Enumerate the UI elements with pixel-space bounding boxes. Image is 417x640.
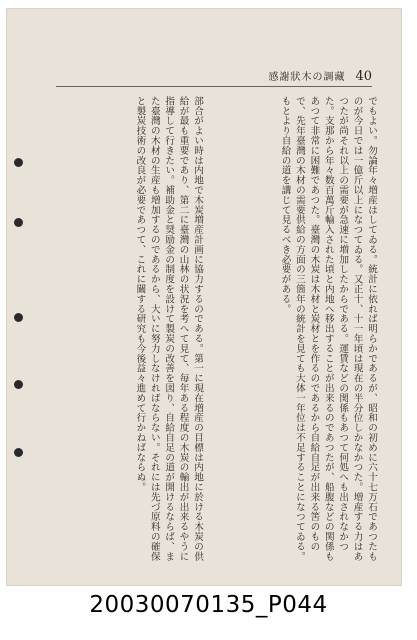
- page-number: 40: [355, 69, 372, 84]
- text-column-left: 部合がよい時は内地で木炭増産計画に協力するのである。第一に現在増産の目標は内地に於ける木炭の供給が最も重要であり、第二に臺灣の山林の状況を考へて見て、毎年ある程度の木炭の輸出が出来るやうに指導して行きたい。補助金と奨励金の制度を設けて製炭の改善を図り、自給自足の道が開けるならば、また臺灣の木材の生産も増加するのであるから、大いに努力しなければならない。それには先づ原料の確保と製炭技術の改良が必要であつて、これに關する研究も今後益々進めて行かねばならぬ。: [134, 96, 203, 562]
- binding-hole-icon: [14, 313, 23, 322]
- binding-hole-icon: [14, 158, 23, 167]
- archive-id-label: 20030070135_P044: [89, 592, 328, 618]
- binding-hole-icon: [14, 380, 23, 389]
- page-header: [268, 68, 372, 84]
- header-rule: [56, 86, 372, 87]
- binding-hole-icon: [14, 218, 23, 227]
- binding-hole-icon: [14, 448, 23, 457]
- text-column-right: でもよい。勿論年々増産はしてゐる。統計に依れば明らかであるが、昭和の初めに六十七万石であつたものが今日では一億斤以上になつてゐる。又正十、十一年頃は現在の半分位しかなかつた。増産する力はあつたが尚それ以上の需要が急速に増加したからである。運賃などの関係もあつて何処へも出されなかつた。支那から年々数百萬斤輸入された頃と内地へ移出することが出来るのであつたが、船腹などの関係もあつて非常に困難であつた。臺灣の木炭は木材と炭材とを作るのであるから自給自足が出来る筈のもので、先年臺灣の木材の需要供給の方面の三箇年の統計を見ても大体一年位は不足することになつてゐる。もとより自給の道を講じて見るべき必要がある。: [279, 96, 377, 562]
- header-title: 感謝狀木の調藏: [268, 72, 346, 83]
- scanned-page: [6, 8, 402, 586]
